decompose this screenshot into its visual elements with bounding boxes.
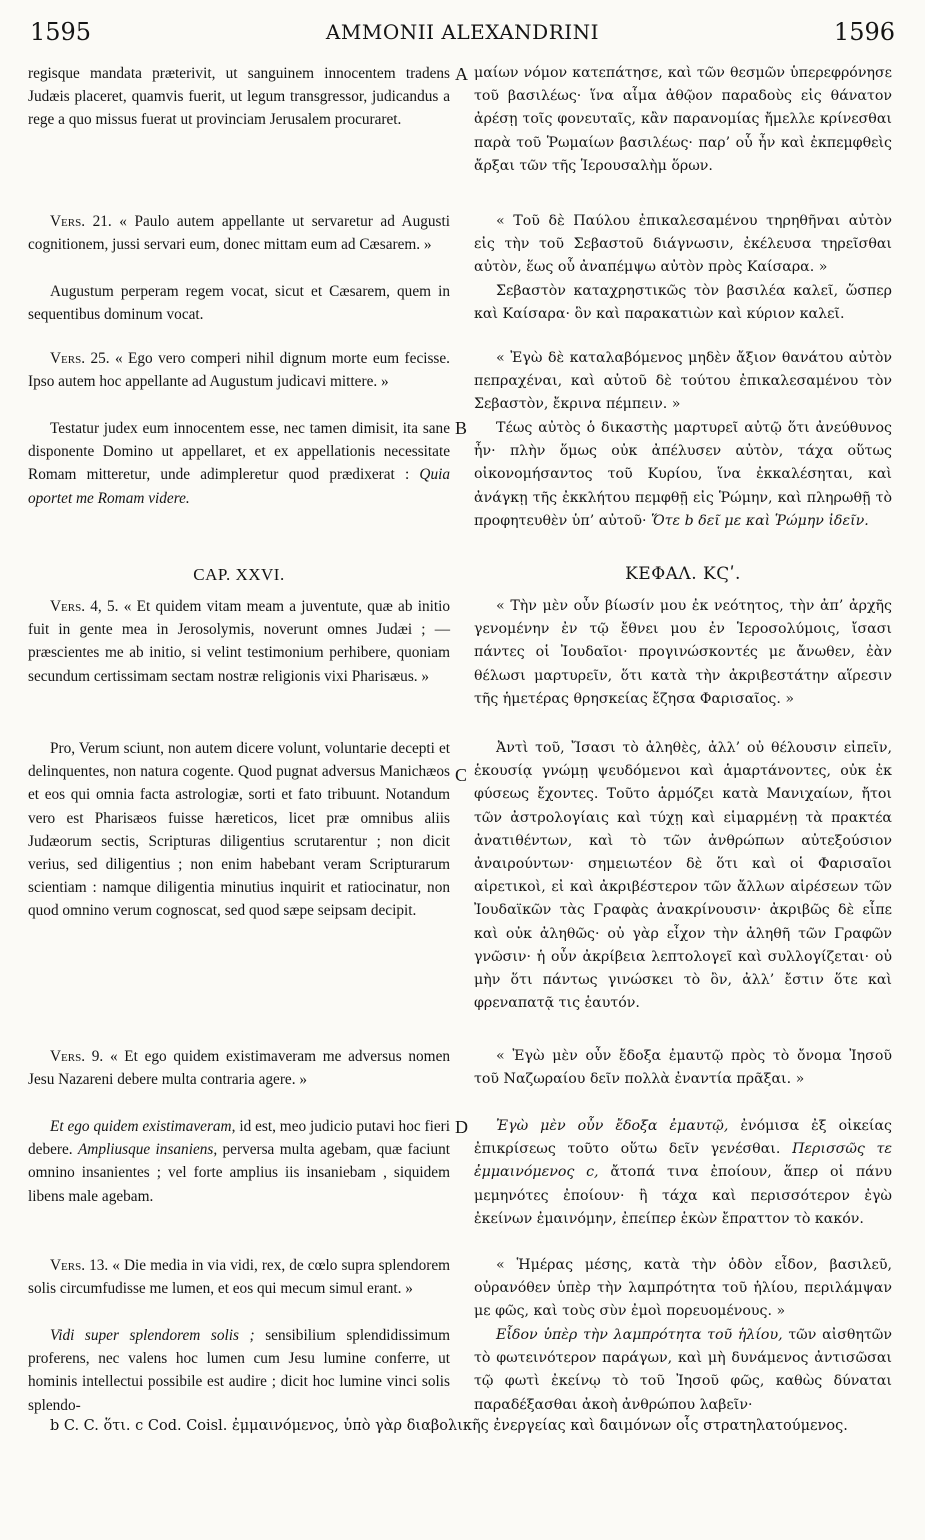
lemma: Ampliusque insaniens, xyxy=(77,1141,218,1159)
greek-verse-13: « Ἡμέρας μέσης, κατὰ τὴν ὁδὸν εἶδον, βασιλεῦ, οὐρανόθεν ὑπὲρ τὴν λαμπρότητα τοῦ ἡλίου, περιλάμψαν με φῶς, καὶ τοὺς σὺν ἐμοὶ πορευομένους. » xyxy=(474,1257,892,1320)
latin-verse-9 xyxy=(28,1045,450,1091)
verse-text: « Paulo autem appellante ut servaretur ad Augusti cognitionem, jussi servari eum, donec mittam eum ad Cæsarem. » xyxy=(28,213,451,254)
verse-label: Vers. 21. xyxy=(50,213,112,230)
footnotes: b C. C. ὅτι. c Cod. Coisl. ἐμμαινόμενος, ὑπὸ γὰρ διαβολικῆς ἐνεργείας καὶ δαιμόνων οἷς στρατηλατούμενος. xyxy=(50,1418,848,1434)
comment-text: τῶν αἰσθητῶν τὸ φωτεινότερον παράγων, καὶ μὴ δυνάμενος ἀντισῶσαι τῷ φωτὶ ἐκείνῳ τὸ τοῦ Ἰησοῦ φῶς, καθὼς δύναται παραδέξασθαι ἀκοὴ ἀνθρώπου λαβεῖν· xyxy=(474,1327,892,1413)
latin-verse-25 xyxy=(28,347,450,393)
greek-comment-9 xyxy=(474,1115,892,1231)
comment-text: id est, meo judicio putavi hoc fieri debere. xyxy=(28,1118,450,1159)
greek-comment-13 xyxy=(474,1324,892,1417)
margin-marker-b: B xyxy=(455,418,468,438)
chapter-heading-latin: CAP. XXVI. xyxy=(193,565,285,584)
comment-text: ἐνόμισα ἐξ οἰκείας ἐπικρίσεως τοῦτο οὕτω δεῖν γενέσθαι. xyxy=(474,1118,892,1158)
comment-text: ἄτοπά τινα ἐποίουν, ἅπερ οἱ πάνυ μεμηνότες ἐποίουν· ἢ τάχα καὶ περισσότερον ἐγὼ ἐκείνων ἐμαινόμην, ἐπείπερ ἑκὼν ἔπραττον τὸ κακόν. xyxy=(474,1164,892,1227)
latin-verse-4-5 xyxy=(28,595,450,688)
margin-marker-c: C xyxy=(455,765,468,785)
greek-comment-25 xyxy=(474,417,892,533)
quote-text: Ὅτε b δεῖ με καὶ Ῥώμην ἰδεῖν. xyxy=(650,512,869,529)
latin-verse-21 xyxy=(28,210,450,256)
margin-marker-a: A xyxy=(455,64,468,84)
latin-comment-25 xyxy=(28,417,450,510)
greek-verse-21: « Τοῦ δὲ Παύλου ἐπικαλεσαμένου τηρηθῆναι αὐτὸν εἰς τὴν τοῦ Σεβαστοῦ διάγνωσιν, ἐκέλευσα τηρεῖσθαι αὐτὸν, ἕως οὗ ἀναπέμψω αὐτὸν πρὸς Καίσαρα. » xyxy=(474,213,892,276)
latin-paragraph: regisque mandata præterivit, ut sanguinem innocentem tradens Judæis placeret, quamvis fuerit, ut legum transgressor, judicandus a rege a quo missus fuerat ut provinciam Jerusalem procuraret. xyxy=(28,65,450,129)
greek-verse-25: « Ἐγὼ δὲ καταλαβόμενος μηδὲν ἄξιον θανάτου αὐτὸν πεπραχέναι, καὶ αὐτοῦ δὲ τούτου ἐπικαλεσαμένου τὸν Σεβαστὸν, ἔκρινα πέμπειν. » xyxy=(474,350,892,413)
verse-text: « Die media in via vidi, rex, de cœlo supra splendorem solis circumfudisse me lumen, et eos qui mecum simul erant. » xyxy=(28,1257,451,1298)
latin-comment-13 xyxy=(28,1324,450,1417)
page-number-right: 1596 xyxy=(833,18,895,46)
verse-text: « Et ego quidem existimaveram me adversus nomen Jesu Nazareni debere multa contraria agere. » xyxy=(28,1048,451,1089)
greek-comment-21: Σεβαστὸν καταχρηστικῶς τὸν βασιλέα καλεῖ, ὥσπερ καὶ Καίσαρα· ὃν καὶ παρακατιὼν καὶ κύριον καλεῖ. xyxy=(474,283,892,323)
verse-label: Vers. 13. xyxy=(50,1257,109,1274)
comment-text: Τέως αὐτὸς ὁ δικαστὴς μαρτυρεῖ αὐτῷ ὅτι ἀνεύθυνος ἦν· πλὴν ὅμως οὐκ ἀπέλυσεν αὐτὸν, τάχα οὕτως οἰκονομήσαντος τοῦ Κυρίου, ἵνα ἐκκαλέσηται, καὶ ἀνάγκῃ τῆς ἐκκλήτου πεμφθῇ εἰς Ῥώμην, καὶ πληρωθῇ τὸ προφητευθὲν ὑπ’ αὐτοῦ· xyxy=(474,420,892,529)
latin-comment-21: Augustum perperam regem vocat, sicut et Cæsarem, quem in sequentibus dominum vocat. xyxy=(28,283,450,324)
verse-label: Vers. 9. xyxy=(50,1048,104,1065)
greek-verse-4-5: « Τὴν μὲν οὖν βίωσίν μου ἐκ νεότητος, τὴν ἀπ’ ἀρχῆς γενομένην ἐν τῷ ἔθνει μου ἐν Ἱεροσολύμοις, ἴσασι πάντες οἱ Ἰουδαῖοι· προγινώσκοντές με ἄνωθεν, ἐὰν θέλωσι μαρτυρεῖν, ὅτι κατὰ τὴν ἀκριβεστάτην αἵρεσιν τῆς ἡμετέρας θρησκείας ἔζησα Φαρισαῖος. » xyxy=(474,598,892,707)
latin-comment-9 xyxy=(28,1115,450,1208)
lemma: Περισσῶς τε ἐμμαινόμενος c, xyxy=(474,1141,892,1181)
margin-marker-d: D xyxy=(455,1117,468,1137)
verse-label: Vers. 4, 5. xyxy=(50,598,119,615)
quote-text: Quia oportet me Romam videre. xyxy=(28,466,450,507)
comment-text: perversa multa agebam, quæ faciunt omnino insanientes ; vel forte amplius iis insaniebam , siquidem libens male agebam. xyxy=(28,1141,450,1205)
comment-text: Testatur judex eum innocentem esse, nec tamen dimisit, ita sane disponente Domino ut appellaret, et ex appellationis necessitate Romam mitteretur, unde adimpleretur quod prædixerat : xyxy=(28,420,450,484)
greek-verse-9: « Ἐγὼ μὲν οὖν ἔδοξα ἐμαυτῷ πρὸς τὸ ὄνομα Ἰησοῦ τοῦ Ναζωραίου δεῖν πολλὰ ἐναντία πρᾶξαι. » xyxy=(474,1048,892,1088)
latin-comment-4-5: Pro, Verum sciunt, non autem dicere volunt, voluntarie decepti et delinquentes, non natura cogente. Quod pugnat adversus Manichæos et eos qui omnia facta astrologiæ, sorti et fato tribuunt. Notandum vero est Pharisæos fuisse hæreticos, licet præ omnibus aliis Judæorum sectis, Scripturas diligentius scrutarentur ; non dicit verius, sed diligentius ; non enim habebant veram Scripturarum scientiam : namque diligentia minutius inquirit et ratiocinatur, non quod omnino verum cognoscat, sed quod sæpe seipsam decipit. xyxy=(28,740,450,920)
page-header xyxy=(30,18,895,58)
chapter-heading-greek: ΚΕΦΑΛ. ΚϚʹ. xyxy=(625,564,741,584)
verse-text: « Et quidem vitam meam a juventute, quæ ab initio fuit in gente mea in Jerosolymis, noverunt omnes Judæi ; — præscientes me ab initio, si velint testimonium perhibere, quoniam secundum certissimam sectam nostræ religionis vixi Pharisæus. » xyxy=(28,598,451,685)
comment-text: sensibilium splendidissimum proferens, nec valens hoc lumen cum Jesu lumine conferre, ut hominis intellectui possibile est audire ; dicit hoc lumine vinci solis splendo- xyxy=(28,1327,451,1414)
running-title: AMMONII ALEXANDRINI xyxy=(325,20,600,44)
greek-paragraph: μαίων νόμον κατεπάτησε, καὶ τῶν θεσμῶν ὑπερεφρόνησε τοῦ βασιλέως· ἵνα αἷμα ἀθῷον παραδοὺς εἰς θάνατον ἀρέσῃ τοῖς φονευταῖς, κἂν παρανομίας ἤμελλε κρίνεσθαι παρὰ τοῦ Ῥωμαίων βασιλέως· παρ’ οὗ ἦν καὶ ἐκπεμφθεὶς ἄρξαι τῶν τῆς Ἱερουσαλὴμ ὅρων. xyxy=(474,65,892,174)
lemma: Et ego quidem existimaveram, xyxy=(50,1118,236,1135)
verse-text: « Ego vero comperi nihil dignum morte eum fecisse. Ipso autem hoc appellante ad Augustum judicavi mittere. » xyxy=(28,350,451,391)
lemma: Ἐγὼ μὲν οὖν ἔδοξα ἐμαυτῷ, xyxy=(496,1118,729,1134)
greek-comment-4-5: Ἀντὶ τοῦ, Ἴσασι τὸ ἀληθὲς, ἀλλ’ οὐ θέλουσιν εἰπεῖν, ἑκουσίᾳ γνώμῃ ψευδόμενοι καὶ ἁμαρτάνοντες, οὐκ ἐκ φύσεως ἔχοντες. Τοῦτο ἁρμόζει κατὰ Μανιχαίων, ἤτοι τῶν ἀστρολογίαις καὶ τύχῃ καὶ εἱμαρμένῃ τὰ πρακτέα ἀνατιθέντων, καὶ τὸ τῶν ἀνθρώπων αὐτεξούσιον ἀναιρούντων· σημειωτέον δὲ ὅτι καὶ οἱ Φαρισαῖοι αἱρετικοὶ, εἰ καὶ ἀκριβέστερον τῶν ἄλλων αἱρέσεων τῶν Ἰουδαϊκῶν τὰς Γραφὰς ἀνακρίνουσιν· ἀκριβῶς δὲ εἶπε καὶ οὐκ ἀληθῶς· οὐ γὰρ εἶχον τὴν ἀληθῆ τῶν Γραφῶν γνῶσιν· ἡ οὖν ἀκρίβεια λεπτολογεῖ καὶ συλλογίζεται· οὐ μὴν ὅτι πάντως γινώσκει τὸ ὂν, ἀλλ’ ἔστιν ὅτε καὶ φρεναπατᾷ τις ἑαυτόν. xyxy=(474,740,892,1012)
lemma: Εἶδον ὑπὲρ τὴν λαμπρότητα τοῦ ἡλίου, xyxy=(496,1327,783,1343)
page-number-left: 1595 xyxy=(30,18,92,46)
latin-verse-13 xyxy=(28,1254,450,1300)
verse-label: Vers. 25. xyxy=(50,350,110,367)
lemma: Vidi super splendorem solis ; xyxy=(50,1327,255,1344)
